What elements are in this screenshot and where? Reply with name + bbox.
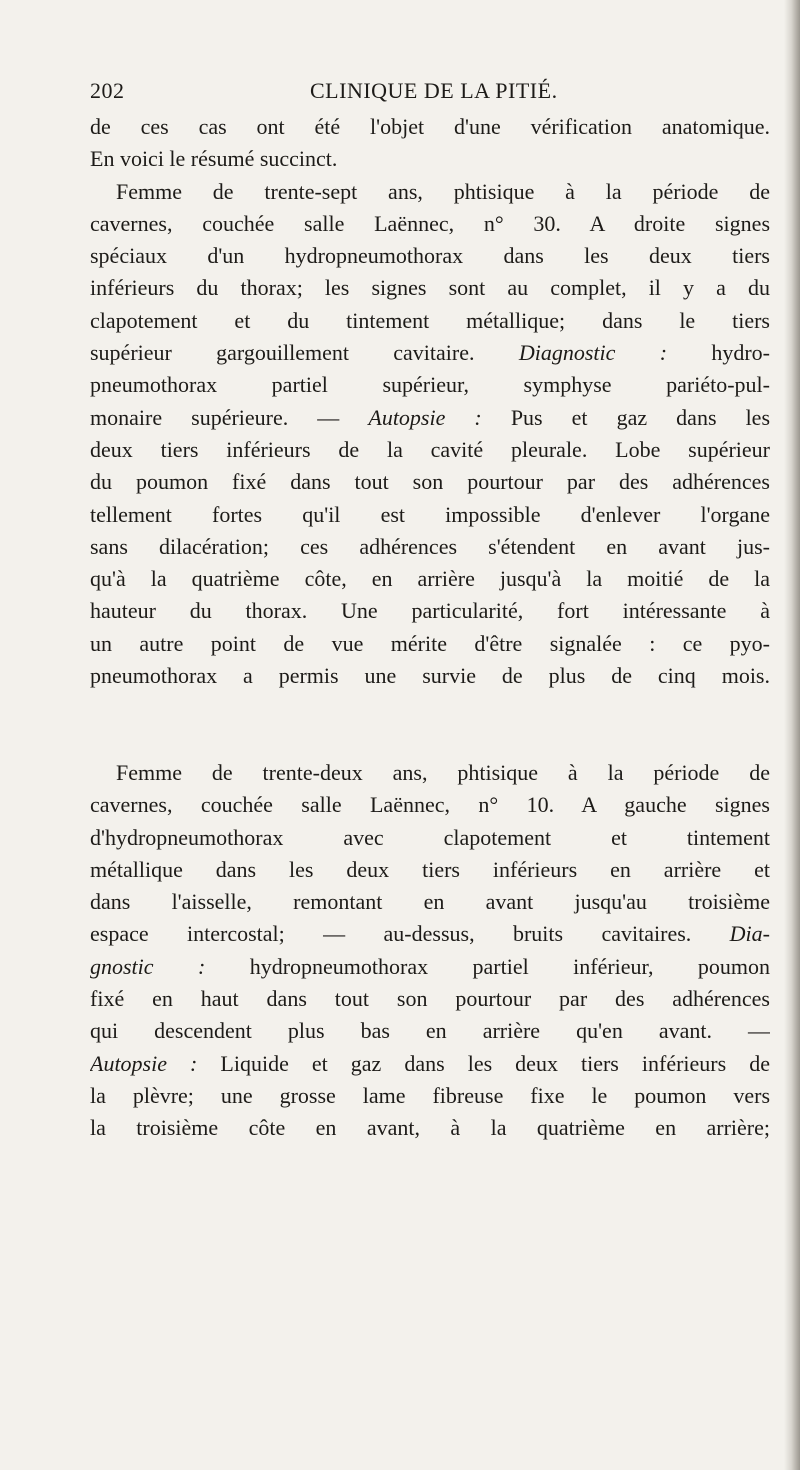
text-line: qu'à la quatrième côte, en arrière jusqu'à la moitié de la bbox=[90, 566, 770, 592]
text-line: spéciaux d'un hydropneumothorax dans les deux tiers bbox=[90, 243, 770, 269]
italic-term-diagnostic: Diagnostic : bbox=[518, 340, 668, 366]
text-line bbox=[90, 402, 770, 434]
text-line: Femme de trente-deux ans, phtisique à la période de bbox=[116, 760, 770, 785]
italic-term-autopsie: Autopsie : bbox=[368, 404, 482, 430]
text-line bbox=[90, 1048, 770, 1080]
text-line: clapotement et du tintement métallique; dans le tiers bbox=[90, 307, 770, 333]
text-line: un autre point de vue mérite d'être signalée : ce pyo- bbox=[90, 630, 770, 656]
text-line: En voici le résumé succinct. bbox=[90, 146, 338, 172]
text-segment: supérieur gargouillement cavitaire. bbox=[90, 340, 475, 366]
paragraph-1 bbox=[90, 111, 770, 692]
text-line: de ces cas ont été l'objet d'une vérification anatomique. bbox=[90, 114, 770, 139]
header-title: CLINIQUE DE LA PITIÉ. bbox=[310, 78, 558, 103]
text-line bbox=[90, 918, 770, 950]
text-segment: espace intercostal; — au-dessus, bruits cavitaires. bbox=[90, 921, 692, 947]
text-line: métallique dans les deux tiers inférieurs en arrière et bbox=[90, 856, 770, 882]
text-line: la troisième côte en avant, à la quatrième en arrière; bbox=[90, 1115, 770, 1141]
page-number: 202 bbox=[90, 78, 125, 103]
text-segment: Liquide et gaz dans les deux tiers inférieurs de bbox=[220, 1050, 770, 1076]
text-line: la plèvre; une grosse lame fibreuse fixe le poumon vers bbox=[90, 1082, 770, 1108]
text-line: deux tiers inférieurs de la cavité pleurale. Lobe supérieur bbox=[90, 436, 770, 462]
text-segment: hydro- bbox=[711, 340, 770, 366]
text-line: du poumon fixé dans tout son pourtour par des adhérences bbox=[90, 469, 770, 495]
text-line: inférieurs du thorax; les signes sont au complet, il y a du bbox=[90, 275, 770, 301]
paragraph-2 bbox=[90, 757, 770, 1145]
text-line: d'hydropneumothorax avec clapotement et tintement bbox=[90, 824, 770, 850]
italic-term-diagnostic: Dia- bbox=[729, 921, 770, 947]
text-line: Femme de trente-sept ans, phtisique à la période de bbox=[116, 178, 770, 204]
text-segment: Pus et gaz dans les bbox=[510, 404, 770, 430]
text-line: fixé en haut dans tout son pourtour par des adhérences bbox=[90, 986, 770, 1012]
text-segment: monaire supérieure. — bbox=[90, 404, 340, 430]
text-line: tellement fortes qu'il est impossible d'enlever l'organe bbox=[90, 501, 770, 527]
text-line bbox=[90, 951, 770, 983]
text-line: sans dilacération; ces adhérences s'étendent en avant jus- bbox=[90, 533, 770, 559]
text-line: cavernes, couchée salle Laënnec, n° 30. A droite signes bbox=[90, 210, 770, 236]
text-line: pneumothorax partiel supérieur, symphyse pariéto-pul- bbox=[90, 372, 770, 398]
italic-term-diagnostic: gnostic : bbox=[90, 953, 206, 979]
text-line: cavernes, couchée salle Laënnec, n° 10. A gauche signes bbox=[90, 792, 770, 818]
text-line: pneumothorax a permis une survie de plus de cinq mois. bbox=[90, 663, 770, 689]
text-line bbox=[90, 337, 770, 369]
text-line: dans l'aisselle, remontant en avant jusqu'au troisième bbox=[90, 889, 770, 915]
page-edge-shadow bbox=[784, 0, 800, 1470]
text-line: hauteur du thorax. Une particularité, fort intéressante à bbox=[90, 598, 770, 624]
running-header bbox=[90, 78, 770, 110]
italic-term-autopsie: Autopsie : bbox=[90, 1050, 198, 1076]
text-segment: hydropneumothorax partiel inférieur, poumon bbox=[249, 953, 770, 979]
text-line: qui descendent plus bas en arrière qu'en avant. — bbox=[90, 1018, 770, 1044]
